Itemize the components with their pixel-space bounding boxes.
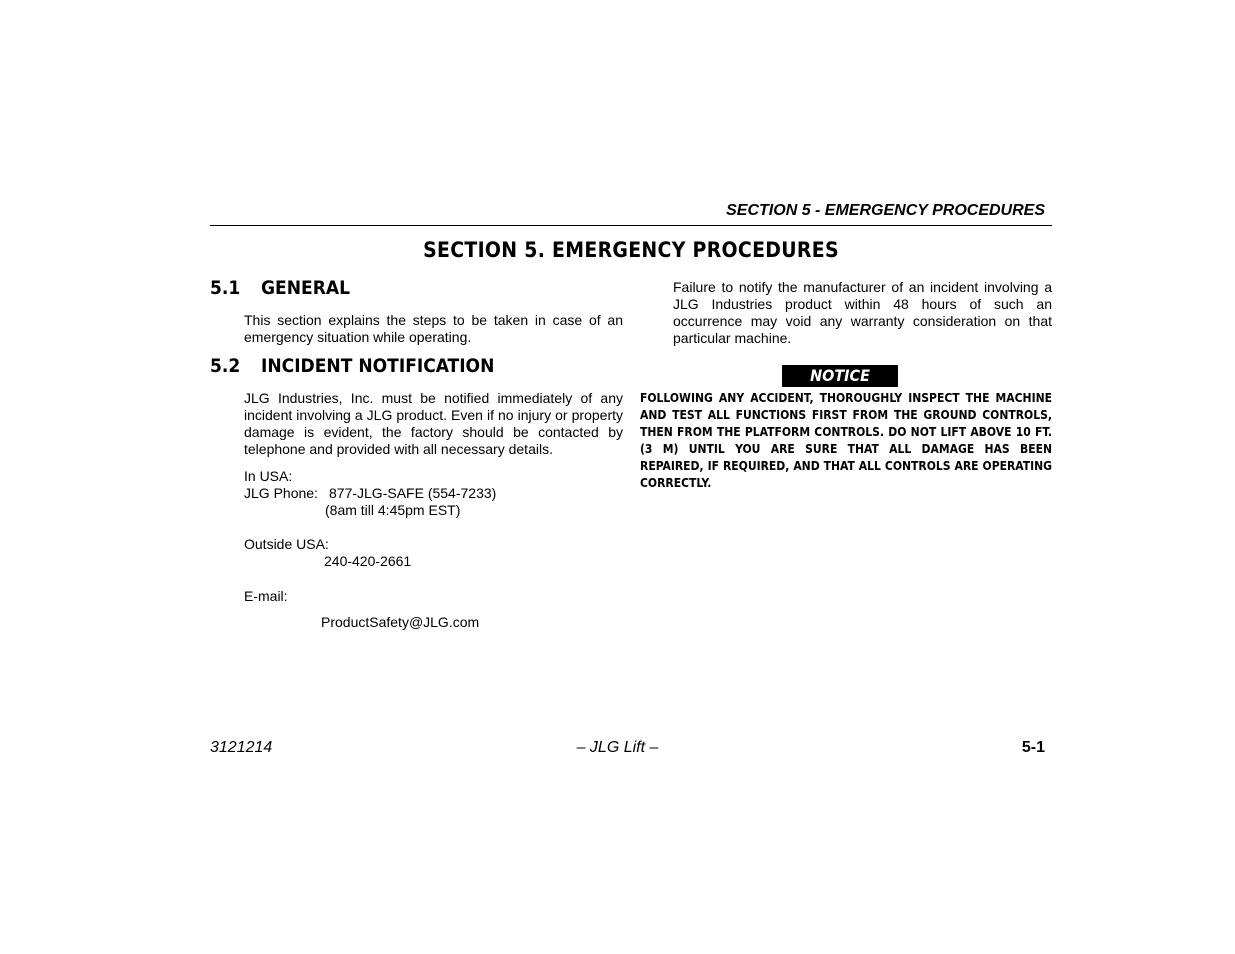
in-usa-label: In USA: xyxy=(244,468,293,484)
jlg-phone-label: JLG Phone: xyxy=(244,485,318,501)
heading-general-number: 5.1 xyxy=(210,277,241,299)
running-header: SECTION 5 - EMERGENCY PROCEDURES xyxy=(726,202,1045,219)
footer-doc-number: 3121214 xyxy=(210,739,273,756)
heading-general-title: GENERAL xyxy=(261,277,350,299)
notice-text: FOLLOWING ANY ACCIDENT, THOROUGHLY INSPECT THE MACHINE AND TEST ALL FUNCTIONS FIRST FROM THE GROUND CONTROLS, THEN FROM THE PLATFORM CONTROLS. DO NOT LIFT ABOVE 10 FT. (3 M) UNTIL YOU ARE SURE THAT ALL DAMAGE HAS BEEN REPAIRED, IF REQUIRED, AND THAT ALL CONTROLS ARE OPERATING CORRECTLY. xyxy=(640,391,1052,490)
jlg-phone-number: 877-JLG-SAFE (554-7233) xyxy=(329,485,497,501)
outside-usa-label: Outside USA: xyxy=(244,536,329,552)
heading-incident-number: 5.2 xyxy=(210,355,241,377)
general-paragraph: This section explains the steps to be taken in case of an emergency situation while operating. xyxy=(244,312,623,345)
footer-center: – JLG Lift – xyxy=(576,739,659,756)
outside-usa-number: 240-420-2661 xyxy=(324,553,412,569)
jlg-phone-hours: (8am till 4:45pm EST) xyxy=(325,502,461,518)
notice-badge: NOTICE xyxy=(782,365,898,387)
email-label: E-mail: xyxy=(244,588,288,604)
footer-page-number: 5-1 xyxy=(1021,739,1045,756)
header-rule xyxy=(210,225,1052,226)
warranty-paragraph: Failure to notify the manufacturer of an incident involving a JLG Industries product within 48 hours of such an occurrence may void any warranty consideration on that particular machine. xyxy=(673,279,1052,346)
email-address: ProductSafety@JLG.com xyxy=(321,614,480,630)
heading-general xyxy=(210,277,350,299)
heading-incident xyxy=(210,355,494,377)
heading-incident-title: INCIDENT NOTIFICATION xyxy=(261,355,495,377)
incident-paragraph: JLG Industries, Inc. must be notified immediately of any incident involving a JLG product. Even if no injury or property damage is evident, the factory should be contacted by telephone and provided with all necessary details. xyxy=(244,390,623,457)
section-title: SECTION 5. EMERGENCY PROCEDURES xyxy=(423,238,839,262)
